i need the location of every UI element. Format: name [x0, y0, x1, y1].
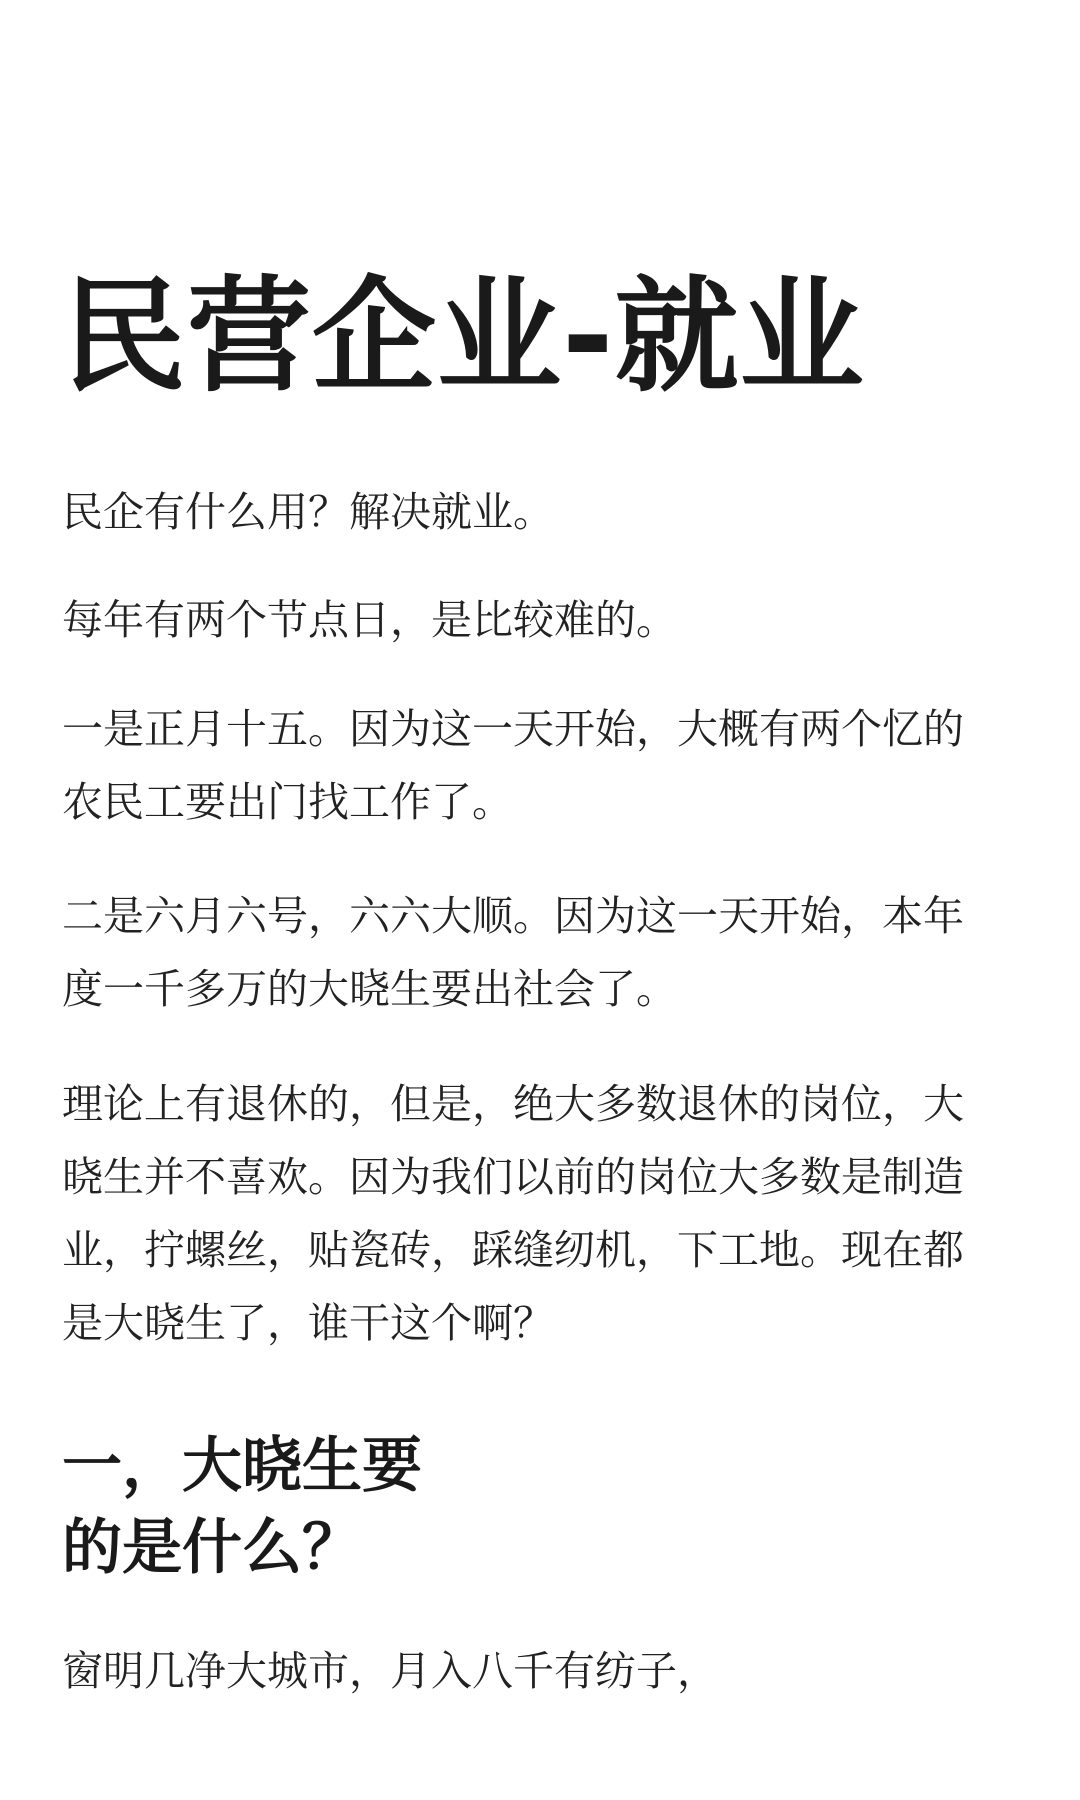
paragraph-2 — [62, 584, 1027, 657]
section-heading — [62, 1425, 762, 1589]
paragraph-5-line-3: 业，拧螺丝，贴瓷砖，踩缝纫机，下工地。现在都 — [62, 1226, 964, 1274]
article-page — [62, 0, 1027, 1800]
paragraph-3-line-2: 农民工要出门找工作了。 — [62, 778, 513, 826]
paragraph-5-line-2: 晓生并不喜欢。因为我们以前的岗位大多数是制造 — [62, 1153, 964, 1201]
paragraph-3-line-1: 一是正月十五。因为这一天开始，大概有两个忆的 — [62, 705, 964, 753]
paragraph-1-line-1: 民企有什么用？解决就业。 — [62, 488, 554, 536]
paragraph-5-line-1: 理论上有退休的，但是，绝大多数退休的岗位，大 — [62, 1080, 964, 1128]
paragraph-4-line-1: 二是六月六号，六六大顺。因为这一天开始，本年 — [62, 892, 964, 940]
paragraph-4 — [62, 880, 1027, 1026]
section-heading-line-2: 的是什么？ — [62, 1513, 362, 1583]
paragraph-5-line-4: 是大晓生了，谁干这个啊？ — [62, 1299, 554, 1347]
paragraph-4-line-2: 度一千多万的大晓生要出社会了。 — [62, 965, 677, 1013]
section-heading-line-1: 一，大晓生要 — [62, 1431, 422, 1501]
paragraph-1 — [62, 476, 1027, 549]
paragraph-5 — [62, 1068, 1027, 1360]
paragraph-3 — [62, 693, 1027, 839]
paragraph-2-line-1: 每年有两个节点日，是比较难的。 — [62, 596, 677, 644]
section-paragraph-1 — [62, 1635, 1027, 1708]
article-title: 民营企业-就业 — [62, 265, 865, 409]
section-paragraph-1-line-1: 窗明几净大城市，月入八千有纺子， — [62, 1647, 718, 1695]
